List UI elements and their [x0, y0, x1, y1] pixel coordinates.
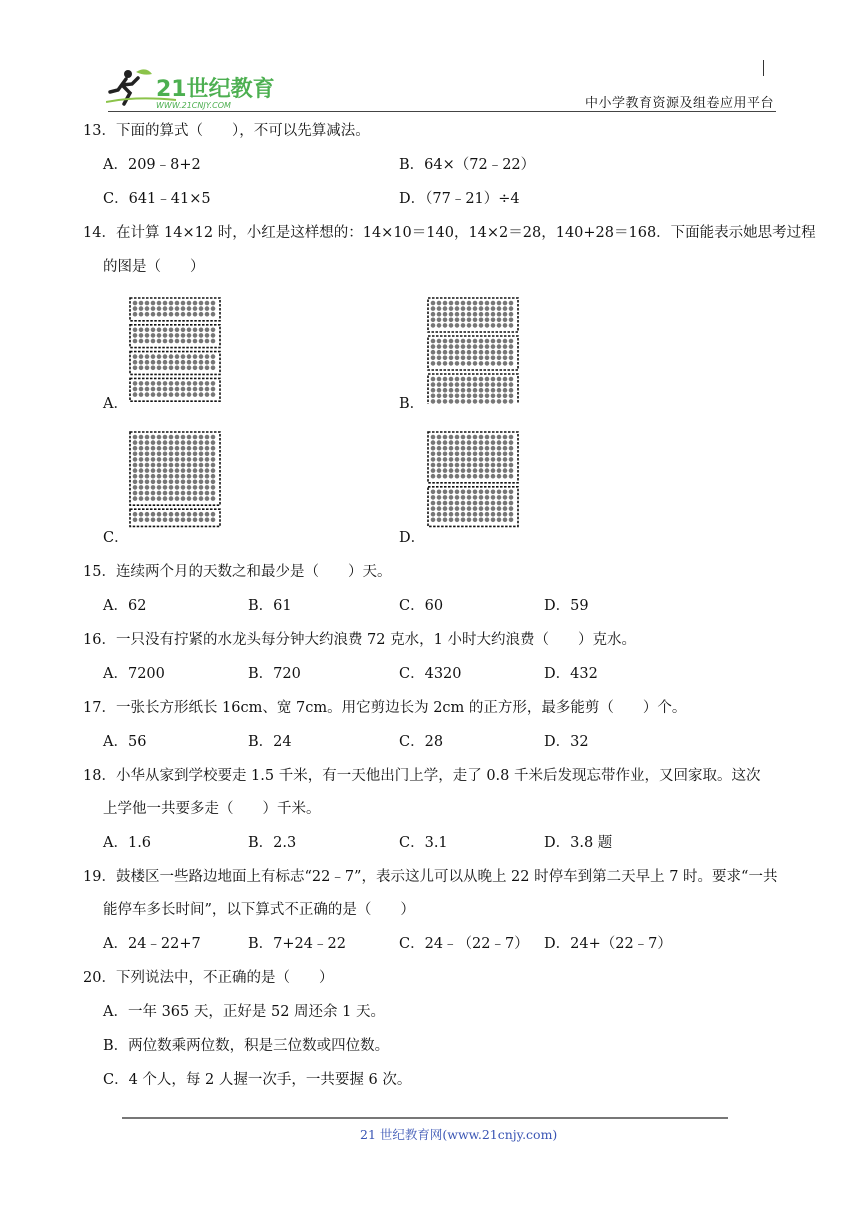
q17-option-a: A．56 [103, 734, 147, 750]
q13-option-a: A．209﹣8+2 [103, 157, 201, 173]
dot-grid-c [129, 430, 221, 538]
question-19-line2: 能停车多长时间”，以下算式不正确的是（ ） [103, 902, 415, 918]
q14-option-a: A． [103, 396, 128, 412]
q15-option-d: D．59 [544, 598, 589, 614]
q17-option-b: B．24 [248, 734, 292, 750]
q14-option-c: C． [103, 530, 129, 546]
q15-option-b: B．61 [248, 598, 292, 614]
footer-divider [122, 1117, 728, 1119]
q19-option-d: D．24+（22﹣7） [544, 936, 672, 952]
q20-option-c: C．4 个人，每 2 人握一次手，一共要握 6 次。 [103, 1072, 412, 1088]
question-17: 17．一张长方形纸长 16cm、宽 7cm。用它剪边长为 2cm 的正方形，最多能剪（ ）个。 [83, 700, 687, 716]
q18-option-c: C．3.1 [399, 835, 448, 851]
q18-option-a: A．1.6 [103, 835, 152, 851]
question-20: 20．下列说法中，不正确的是（ ） [83, 970, 334, 986]
q13-option-d: D．（77﹣21）÷4 [399, 191, 520, 207]
dot-grid-b [427, 296, 519, 404]
question-15: 15．连续两个月的天数之和最少是（ ）天。 [83, 564, 392, 580]
q15-option-c: C．60 [399, 598, 444, 614]
question-19-line1: 19．鼓楼区一些路边地面上有标志“22﹣7”，表示这儿可以从晚上 22 时停车到第二天早上 7 时。要求“一共 [83, 869, 778, 885]
question-13: 13．下面的算式（ ），不可以先算减法。 [83, 123, 370, 139]
q20-option-a: A．一年 365 天，正好是 52 周还余 1 天。 [103, 1004, 385, 1020]
q19-option-c: C．24﹣（22﹣7） [399, 936, 529, 952]
question-16: 16．一只没有拧紧的水龙头每分钟大约浪费 72 克水，1 小时大约浪费（ ）克水。 [83, 632, 636, 648]
q19-option-a: A．24﹣22+7 [103, 936, 201, 952]
q16-option-d: D．432 [544, 666, 598, 682]
logo [106, 66, 278, 110]
question-18-line1: 18．小华从家到学校要走 1.5 千米，有一天他出门上学，走了 0.8 千米后发现忘带作业，又回家取。这次 [83, 768, 761, 784]
q18-option-d: D．3.8 题 [544, 835, 613, 851]
q16-option-a: A．7200 [103, 666, 165, 682]
q13-option-c: C．641﹣41×5 [103, 191, 211, 207]
q16-option-b: B．720 [248, 666, 301, 682]
q14-option-d: D． [399, 530, 426, 546]
platform-title: 中小学教育资源及组卷应用平台 [585, 96, 775, 111]
q18-option-b: B．2.3 [248, 835, 297, 851]
header-divider [108, 111, 776, 112]
q13-option-b: B．64×（72﹣22） [399, 157, 536, 173]
q17-option-d: D．32 [544, 734, 589, 750]
header-tick [763, 60, 764, 76]
question-14-line1: 14．在计算 14×12 时，小红是这样想的：14×10＝140，14×2＝28，140+28＝168．下面能表示她思考过程 [83, 225, 816, 241]
q17-option-c: C．28 [399, 734, 444, 750]
q14-option-b: B． [399, 396, 425, 412]
logo-sub-text: WWW.21CNJY.COM [156, 101, 231, 110]
footer-text: 21 世纪教育网(www.21cnjy.com) [360, 1127, 558, 1142]
q16-option-c: C．4320 [399, 666, 462, 682]
dot-grid-d [427, 430, 519, 538]
logo-main-text: 21世纪教育 [156, 77, 275, 102]
q19-option-b: B．7+24﹣22 [248, 936, 346, 952]
dot-grid-a [129, 296, 221, 404]
question-18-line2: 上学他一共要多走（ ）千米。 [103, 801, 321, 817]
q20-option-b: B．两位数乘两位数，积是三位数或四位数。 [103, 1038, 390, 1054]
q15-option-a: A．62 [103, 598, 147, 614]
question-14-line2: 的图是（ ） [103, 259, 205, 275]
